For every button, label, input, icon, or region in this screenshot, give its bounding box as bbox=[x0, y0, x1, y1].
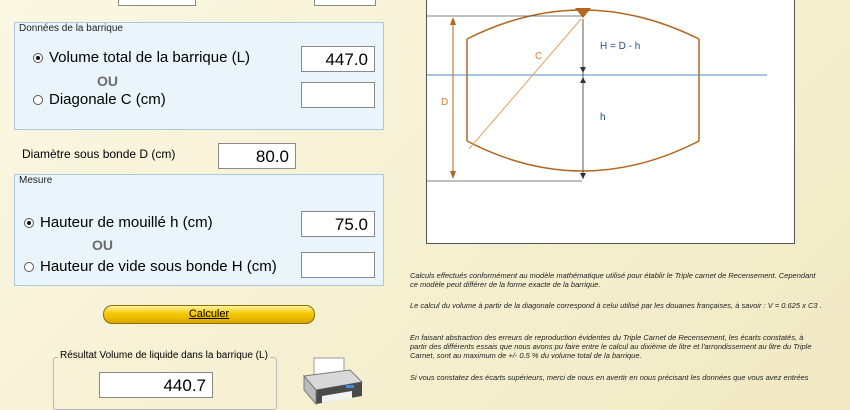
result-output: 440.7 bbox=[99, 372, 213, 398]
empty-height-option-label: Hauteur de vide sous bonde H (cm) bbox=[40, 258, 277, 275]
barrel-group-title: Données de la barrique bbox=[19, 23, 123, 34]
result-title: Résultat Volume de liquide dans la barrique (L) bbox=[60, 350, 268, 361]
diagram-label-h: h bbox=[600, 112, 606, 123]
or-label-measure: OU bbox=[92, 237, 113, 253]
note-model: Calculs effectués conformément au modèle mathématique utilisé pour établir le Triple carnet de Recensement. Cependant ce modèle peut différer de la forme exacte de la barrique. bbox=[410, 271, 816, 289]
note-deviation: En faisant abstraction des erreurs de reproduction évidentes du Triple Carnet de Recensement, les écarts constatés, à partir des différents essais que nous avons pu faire entre le calcul au dixième de litre et l'arrondissement au litre du Triple Carnet, sont au maximum de +/- 0.5 % du volume total de la barrique. bbox=[410, 333, 812, 360]
wet-height-option[interactable] bbox=[24, 214, 213, 231]
empty-height-input[interactable] bbox=[301, 252, 375, 278]
diagram-label-h-formula: H = D - h bbox=[600, 41, 641, 52]
diameter-input[interactable]: 80.0 bbox=[218, 143, 296, 169]
calculate-button[interactable]: Calculer bbox=[103, 305, 315, 324]
measure-group-title: Mesure bbox=[19, 175, 53, 186]
diagonal-input[interactable] bbox=[301, 82, 375, 108]
top-field-right[interactable] bbox=[314, 0, 376, 6]
note-diagonal: Le calcul du volume à partir de la diagonale correspond à celui utilisé par les douanes françaises, à savoir : V = 0.625 x C3 . bbox=[410, 301, 822, 310]
diagonal-option[interactable] bbox=[33, 91, 166, 108]
top-field-left[interactable] bbox=[118, 0, 196, 6]
diagram-label-c: C bbox=[535, 51, 543, 62]
empty-height-radio[interactable] bbox=[24, 262, 34, 272]
diagram-label-d: D bbox=[441, 97, 449, 108]
volume-input[interactable]: 447.0 bbox=[301, 46, 375, 72]
printer-icon[interactable] bbox=[300, 352, 364, 408]
volume-option[interactable] bbox=[33, 49, 250, 66]
wet-height-option-label: Hauteur de mouillé h (cm) bbox=[40, 214, 213, 231]
empty-height-option[interactable] bbox=[24, 258, 277, 275]
note-contact: Si vous constatez des écarts supérieurs, merci de nous en avertir en nous précisant les données que vous avez entrées bbox=[410, 373, 809, 382]
wet-height-radio[interactable] bbox=[24, 218, 34, 228]
diagonal-option-label: Diagonale C (cm) bbox=[49, 91, 166, 108]
barrel-data-group bbox=[14, 22, 384, 130]
volume-radio[interactable] bbox=[33, 53, 43, 63]
or-label-barrel: OU bbox=[97, 73, 118, 89]
barrel-drawing bbox=[427, 0, 796, 245]
diagonal-radio[interactable] bbox=[33, 95, 43, 105]
volume-option-label: Volume total de la barrique (L) bbox=[49, 49, 250, 66]
wet-height-input[interactable]: 75.0 bbox=[301, 211, 375, 237]
diameter-label: Diamètre sous bonde D (cm) bbox=[22, 147, 176, 161]
barrel-diagram bbox=[426, 0, 795, 244]
